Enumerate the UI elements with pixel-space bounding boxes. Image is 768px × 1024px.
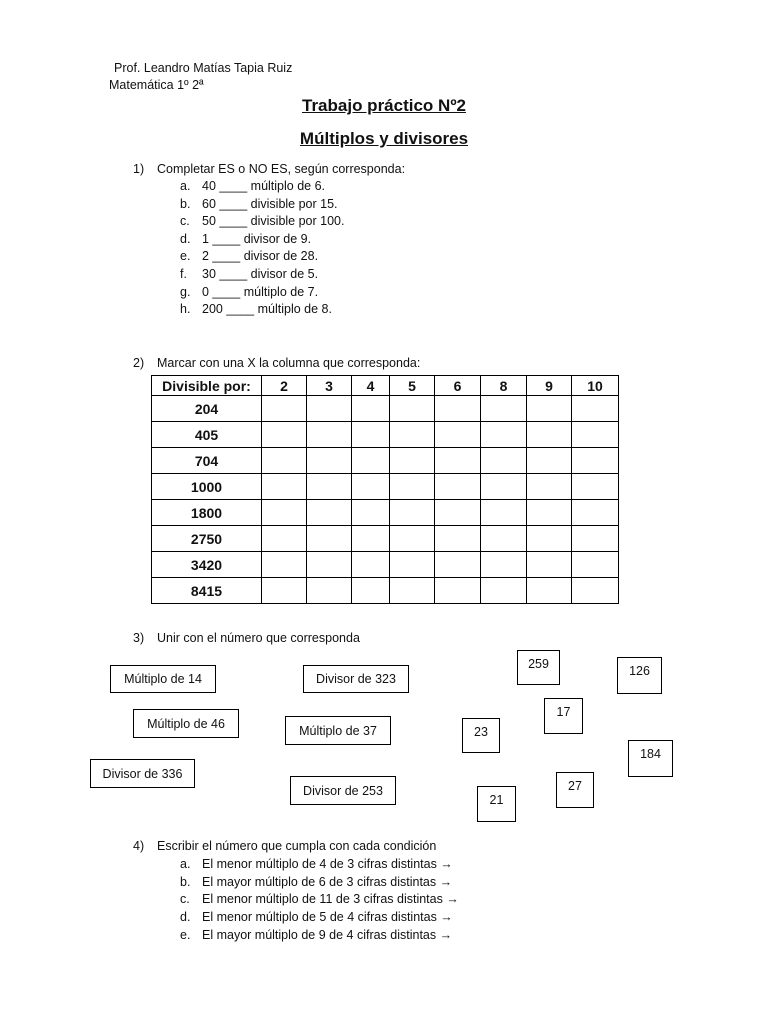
item-letter: e. [180, 928, 191, 942]
table-row [152, 474, 619, 500]
item-text: 40 ____ múltiplo de 6. [202, 179, 326, 193]
page-title: Trabajo práctico Nº2 [302, 96, 466, 115]
mark-cell[interactable] [390, 500, 435, 526]
match-label-box[interactable]: Múltiplo de 37 [285, 716, 391, 745]
mark-cell[interactable] [262, 552, 307, 578]
teacher-name: Prof. Leandro Matías Tapia Ruiz [114, 61, 293, 75]
item-letter: f. [180, 267, 187, 281]
list-item [180, 179, 480, 195]
list-item [180, 857, 500, 873]
mark-cell[interactable] [572, 552, 619, 578]
column-header: 3 [307, 376, 352, 396]
question-3 [133, 631, 533, 647]
mark-cell[interactable] [572, 526, 619, 552]
list-item [180, 892, 500, 908]
row-number: 405 [152, 422, 262, 448]
item-letter: g. [180, 285, 191, 299]
column-header: 4 [352, 376, 390, 396]
list-item [180, 285, 480, 301]
mark-cell[interactable] [527, 448, 572, 474]
mark-cell[interactable] [435, 422, 481, 448]
question-4 [133, 839, 533, 855]
number-box[interactable]: 126 [617, 657, 662, 694]
question-number: 4) [133, 839, 145, 853]
row-number: 1000 [152, 474, 262, 500]
mark-cell[interactable] [307, 474, 352, 500]
list-item [180, 232, 480, 248]
mark-cell[interactable] [307, 578, 352, 604]
item-text: El menor múltiplo de 4 de 3 cifras distintas → [202, 857, 453, 871]
item-text: El menor múltiplo de 11 de 3 cifras distintas → [202, 892, 459, 906]
question-number: 1) [133, 162, 145, 176]
table-row [152, 578, 619, 604]
item-letter: c. [180, 214, 190, 228]
mark-cell[interactable] [527, 422, 572, 448]
item-letter: e. [180, 249, 191, 263]
mark-cell[interactable] [527, 396, 572, 422]
mark-cell[interactable] [307, 396, 352, 422]
mark-cell[interactable] [262, 448, 307, 474]
mark-cell[interactable] [435, 448, 481, 474]
mark-cell[interactable] [435, 578, 481, 604]
number-box[interactable]: 17 [544, 698, 583, 734]
column-header: 10 [572, 376, 619, 396]
list-item [180, 267, 480, 283]
mark-cell[interactable] [390, 396, 435, 422]
table-row [152, 526, 619, 552]
mark-cell[interactable] [572, 422, 619, 448]
row-number: 204 [152, 396, 262, 422]
mark-cell[interactable] [262, 578, 307, 604]
list-item [180, 197, 480, 213]
mark-cell[interactable] [262, 422, 307, 448]
item-letter: a. [180, 857, 191, 871]
column-header: 2 [262, 376, 307, 396]
mark-cell[interactable] [352, 526, 390, 552]
table-row [152, 448, 619, 474]
mark-cell[interactable] [390, 422, 435, 448]
page-subtitle: Múltiplos y divisores [299, 129, 469, 148]
course-label: Matemática 1º 2ª [109, 78, 204, 92]
mark-cell[interactable] [307, 526, 352, 552]
item-letter: a. [180, 179, 191, 193]
mark-cell[interactable] [390, 552, 435, 578]
mark-cell[interactable] [527, 578, 572, 604]
number-box[interactable]: 21 [477, 786, 516, 822]
match-label-box[interactable]: Divisor de 323 [303, 665, 409, 693]
item-letter: d. [180, 910, 191, 924]
mark-cell[interactable] [352, 500, 390, 526]
item-text: 30 ____ divisor de 5. [202, 267, 319, 281]
item-letter: d. [180, 232, 191, 246]
item-text: 60 ____ divisible por 15. [202, 197, 338, 211]
mark-cell[interactable] [572, 448, 619, 474]
mark-cell[interactable] [390, 578, 435, 604]
list-item [180, 249, 480, 265]
column-header: 9 [527, 376, 572, 396]
number-box[interactable]: 259 [517, 650, 560, 685]
table-row [152, 422, 619, 448]
mark-cell[interactable] [352, 474, 390, 500]
mark-cell[interactable] [435, 396, 481, 422]
item-letter: b. [180, 875, 191, 889]
question-number: 2) [133, 356, 145, 370]
item-text: El mayor múltiplo de 6 de 3 cifras distintas → [202, 875, 453, 889]
mark-cell[interactable] [352, 552, 390, 578]
item-letter: b. [180, 197, 191, 211]
mark-cell[interactable] [435, 474, 481, 500]
mark-cell[interactable] [481, 552, 527, 578]
match-label-box[interactable]: Múltiplo de 46 [133, 709, 239, 738]
row-number: 3420 [152, 552, 262, 578]
question-prompt: Escribir el número que cumpla con cada condición [157, 839, 437, 853]
mark-cell[interactable] [262, 474, 307, 500]
table-row [152, 396, 619, 422]
mark-cell[interactable] [352, 396, 390, 422]
mark-cell[interactable] [527, 552, 572, 578]
mark-cell[interactable] [481, 422, 527, 448]
mark-cell[interactable] [307, 422, 352, 448]
mark-cell[interactable] [307, 552, 352, 578]
table-row [152, 552, 619, 578]
mark-cell[interactable] [572, 396, 619, 422]
column-header: 5 [390, 376, 435, 396]
question-prompt: Unir con el número que corresponda [157, 631, 360, 645]
mark-cell[interactable] [527, 474, 572, 500]
mark-cell[interactable] [390, 448, 435, 474]
table-row [152, 500, 619, 526]
question-prompt: Marcar con una X la columna que corresponda: [157, 356, 421, 370]
mark-cell[interactable] [390, 526, 435, 552]
number-box[interactable]: 184 [628, 740, 673, 777]
mark-cell[interactable] [572, 578, 619, 604]
table-header-label: Divisible por: [152, 376, 262, 396]
question-1 [133, 162, 533, 178]
item-text: 50 ____ divisible por 100. [202, 214, 345, 228]
mark-cell[interactable] [262, 396, 307, 422]
mark-cell[interactable] [481, 526, 527, 552]
mark-cell[interactable] [262, 526, 307, 552]
mark-cell[interactable] [435, 552, 481, 578]
mark-cell[interactable] [481, 474, 527, 500]
item-text: El mayor múltiplo de 9 de 4 cifras distintas → [202, 928, 453, 942]
mark-cell[interactable] [527, 500, 572, 526]
list-item [180, 928, 500, 944]
mark-cell[interactable] [527, 526, 572, 552]
mark-cell[interactable] [352, 422, 390, 448]
mark-cell[interactable] [307, 500, 352, 526]
column-header: 8 [481, 376, 527, 396]
question-2 [133, 356, 533, 372]
mark-cell[interactable] [572, 500, 619, 526]
mark-cell[interactable] [390, 474, 435, 500]
match-label-box[interactable]: Divisor de 253 [290, 776, 396, 805]
row-number: 1800 [152, 500, 262, 526]
mark-cell[interactable] [481, 448, 527, 474]
divisibility-table [151, 375, 619, 604]
list-item [180, 302, 480, 318]
mark-cell[interactable] [352, 448, 390, 474]
list-item [180, 214, 480, 230]
table-header-row [152, 376, 619, 396]
mark-cell[interactable] [262, 500, 307, 526]
item-text: 200 ____ múltiplo de 8. [202, 302, 332, 316]
match-label-box[interactable]: Divisor de 336 [90, 759, 195, 788]
mark-cell[interactable] [352, 578, 390, 604]
item-letter: h. [180, 302, 191, 316]
mark-cell[interactable] [435, 500, 481, 526]
list-item [180, 875, 500, 891]
column-header: 6 [435, 376, 481, 396]
question-prompt: Completar ES o NO ES, según corresponda: [157, 162, 406, 176]
item-text: 0 ____ múltiplo de 7. [202, 285, 319, 299]
mark-cell[interactable] [572, 474, 619, 500]
row-number: 704 [152, 448, 262, 474]
number-box[interactable]: 27 [556, 772, 594, 808]
row-number: 8415 [152, 578, 262, 604]
row-number: 2750 [152, 526, 262, 552]
question-number: 3) [133, 631, 145, 645]
mark-cell[interactable] [307, 448, 352, 474]
mark-cell[interactable] [435, 526, 481, 552]
mark-cell[interactable] [481, 500, 527, 526]
number-box[interactable]: 23 [462, 718, 500, 753]
list-item [180, 910, 500, 926]
match-label-box[interactable]: Múltiplo de 14 [110, 665, 216, 693]
item-text: 1 ____ divisor de 9. [202, 232, 312, 246]
item-text: El menor múltiplo de 5 de 4 cifras distintas → [202, 910, 453, 924]
mark-cell[interactable] [481, 396, 527, 422]
item-letter: c. [180, 892, 190, 906]
mark-cell[interactable] [481, 578, 527, 604]
item-text: 2 ____ divisor de 28. [202, 249, 319, 263]
